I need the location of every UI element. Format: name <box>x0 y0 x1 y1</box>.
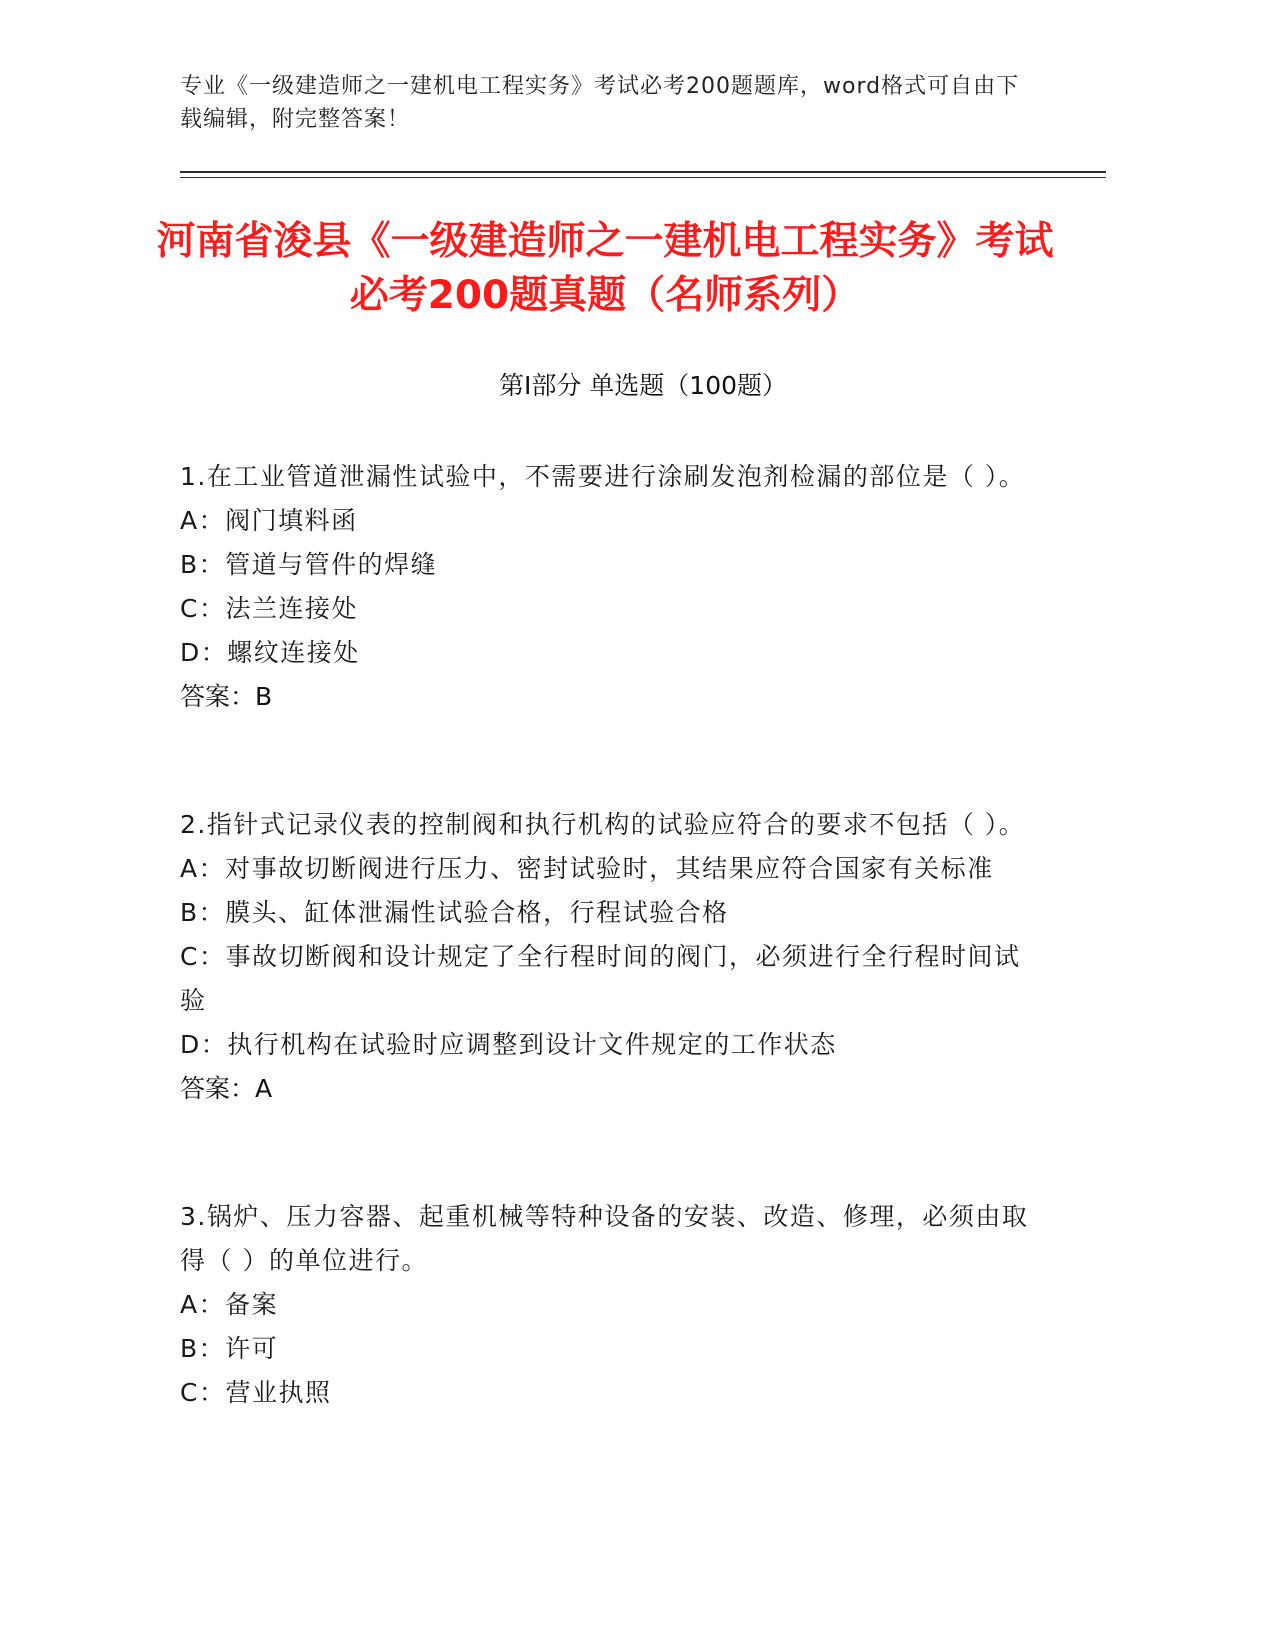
question-stem: 1.在工业管道泄漏性试验中，不需要进行涂刷发泡剂检漏的部位是（ ）。 <box>180 462 1026 491</box>
answer: 答案：A <box>180 1074 273 1103</box>
option-b: B：管道与管件的焊缝 <box>180 550 438 579</box>
answer: 答案：B <box>180 682 273 711</box>
header-divider-thin <box>180 177 1106 178</box>
option-c: C：法兰连接处 <box>180 594 358 623</box>
question-stem: 3.锅炉、压力容器、起重机械等特种设备的安装、改造、修理，必须由取得（ ）的单位进行。 <box>180 1202 1029 1275</box>
option-c: C：营业执照 <box>180 1378 332 1407</box>
option-d: D：螺纹连接处 <box>180 638 360 667</box>
question-3 <box>180 1195 1030 1415</box>
header-note: 专业《一级建造师之一建机电工程实务》考试必考200题题库，word格式可自由下载编辑，附完整答案！ <box>180 74 1020 132</box>
option-b: B：许可 <box>180 1334 279 1363</box>
option-d: D：执行机构在试验时应调整到设计文件规定的工作状态 <box>180 1030 837 1059</box>
section-heading: 第Ⅰ部分 单选题（100题） <box>498 371 788 400</box>
option-a: A：备案 <box>180 1290 279 1319</box>
option-c: C：事故切断阀和设计规定了全行程时间的阀门，必须进行全行程时间试验 <box>180 942 1021 1015</box>
option-a: A：阀门填料函 <box>180 506 358 535</box>
question-stem: 2.指针式记录仪表的控制阀和执行机构的试验应符合的要求不包括（ ）。 <box>180 810 1026 839</box>
option-a: A：对事故切断阀进行压力、密封试验时，其结果应符合国家有关标准 <box>180 854 994 883</box>
header-divider-thick <box>180 171 1106 173</box>
question-2 <box>180 803 1030 1111</box>
document-title: 河南省浚县《一级建造师之一建机电工程实务》考试必考200题真题（名师系列） <box>156 219 1054 318</box>
question-1 <box>180 455 1030 719</box>
option-b: B：膜头、缸体泄漏性试验合格，行程试验合格 <box>180 898 729 927</box>
